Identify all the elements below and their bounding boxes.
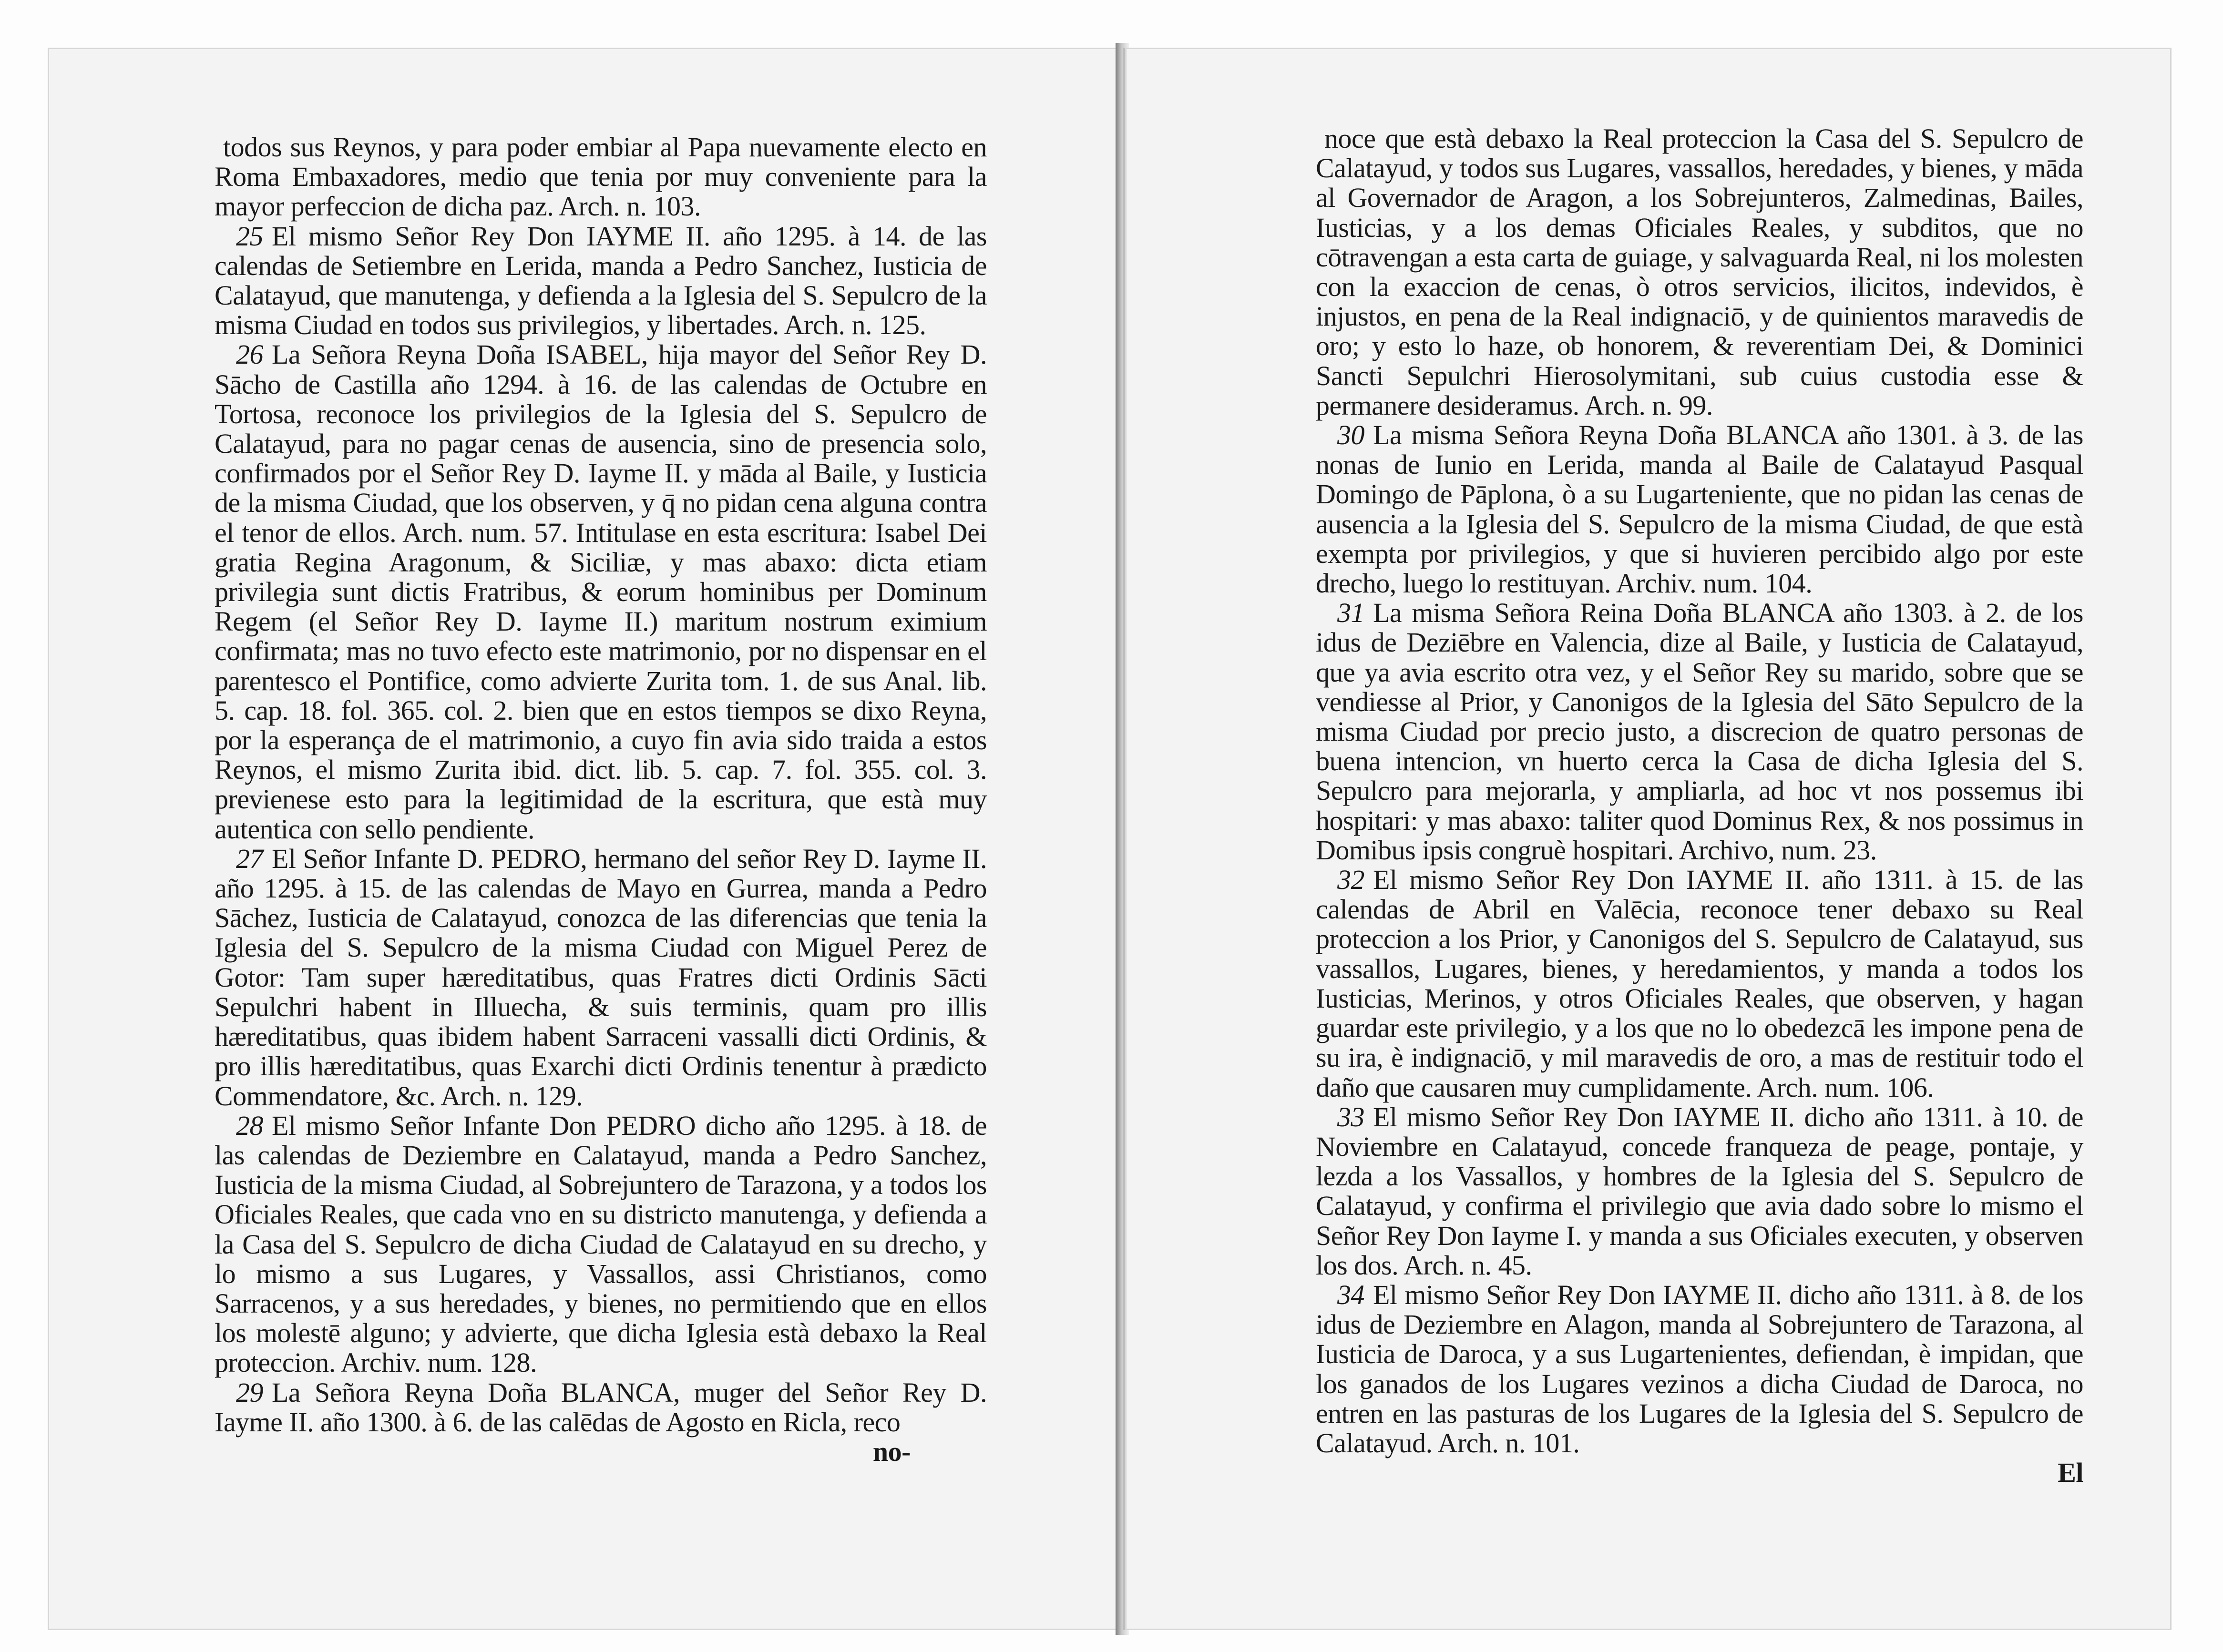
paragraph-number: 34 [1337,1279,1364,1310]
right-page-text [1316,124,2083,1488]
paragraph [215,222,987,340]
paragraph-text: La misma Señora Reyna Doña BLANCA año 1301. à 3. de las nonas de Iunio en Lerida, manda al Baile de Calatayud Pasqual Domingo de Pāplona, ò a su Lugarteniente, que no pidan las cenas de ausencia a la Iglesia del S. Sepulcro de la misma Ciudad, de que està exempta por privilegios, y que si huvieren percibido algo por este drecho, luego lo restituyan. Archiv. num. 104. [1316,419,2083,599]
right-page [1123,48,2172,1630]
left-page [48,48,1123,1630]
paragraph-number: 29 [236,1377,263,1408]
paragraph [1316,1280,2083,1458]
paragraph [1316,124,2083,420]
paragraph-text: todos sus Reynos, y para poder embiar al Papa nuevamente electo en Roma Embaxadores, medio que tenia por muy conveniente para la mayor perfeccion de dicha paz. Arch. n. 103. [215,132,987,222]
paragraph-text: La Señora Reyna Doña ISABEL, hija mayor del Señor Rey D. Sācho de Castilla año 1294. à 16. de las calendas de Octubre en Tortosa, reconoce los privilegios de la Iglesia del S. Sepulcro de Calatayud, para no pagar cenas de ausencia, sino de presencia solo, confirmados por el Señor Rey D. Iayme II. y māda al Baile, y Iusticia de la misma Ciudad, que los observen, y q̄ no pidan cena alguna contra el tenor de ellos. Arch. num. 57. Intitulase en esta escritura: Isabel Dei gratia Regina Aragonum, & Siciliæ, y mas abaxo: dicta etiam privilegia sunt dictis Fratribus, & eorum hominibus per Dominum Regem (el Señor Rey D. Iayme II.) maritum nostrum eximium confirmata; mas no tuvo efecto este matrimonio, por no dispensar en el parentesco el Pontifice, como advierte Zurita tom. 1. de sus Anal. lib. 5. cap. 18. fol. 365. col. 2. bien que en estos tiempos se dixo Reyna, por la esperança de el matrimonio, a cuyo fin avia sido traida a estos Reynos, el mismo Zurita ibid. dict. lib. 5. cap. 7. fol. 355. col. 3. previenese esto para la legitimidad de la escritura, que està muy autentica con sello pendiente. [215,339,987,845]
paragraph-text: El mismo Señor Infante Don PEDRO dicho año 1295. à 18. de las calendas de Deziembre en Calatayud, manda a Pedro Sanchez, Iusticia de la misma Ciudad, al Sobrejuntero de Tarazona, y a todos los Oficiales Reales, que cada vno en su districto manutenga, y defienda a la Casa del S. Sepulcro de dicha Ciudad de Calatayud en su drecho, y lo mismo a sus Lugares, y Vassallos, assi Christianos, como Sarracenos, y a sus heredades, y bienes, no permitiendo que en ellos los molestē alguno; y advierte, que dicha Iglesia està debaxo la Real proteccion. Archiv. num. 128. [215,1110,987,1378]
paragraph-number: 32 [1337,864,1364,896]
paragraph-text: El mismo Señor Rey Don IAYME II. año 1311. à 15. de las calendas de Abril en Valēcia, reconoce tener debaxo su Real proteccion a los Prior, y Canonigos del S. Sepulcro de Calatayud, sus vassallos, Lugares, bienes, y heredamientos, y manda a todos los Iusticias, Merinos, y otros Oficiales Reales, que observen, y hagan guardar este privilegio, y a los que no lo obedezcā les impone pena de su ira, è indignaciō, y mil maravedis de oro, a mas de restituir todo el daño que causaren muy cumplidamente. Arch. num. 106. [1316,864,2083,1103]
left-page-text [215,133,987,1467]
paragraph-number: 28 [236,1110,263,1141]
paragraph-number: 27 [236,843,263,874]
paragraph-number: 30 [1337,419,1364,451]
paragraph-text: El mismo Señor Rey Don IAYME II. dicho año 1311. à 8. de los idus de Deziembre en Alagon, manda al Sobrejuntero de Tarazona, al Iusticia de Daroca, y a sus Lugartenientes, defiendan, è impidan, que los ganados de los Lugares vezinos a dicha Ciudad de Daroca, no entren en las pasturas de los Lugares de la Iglesia del S. Sepulcro de Calatayud. Arch. n. 101. [1316,1279,2083,1458]
paragraph [215,844,987,1111]
paragraph-text: La misma Señora Reina Doña BLANCA año 1303. à 2. de los idus de Deziēbre en Valencia, dize al Baile, y Iusticia de Calatayud, que ya avia escrito otra vez, y el Señor Rey su marido, sobre que se vendiesse al Prior, y Canonigos de la Iglesia del Sāto Sepulcro de la misma Ciudad por precio justo, a discrecion de quatro personas de buena intencion, vn huerto cerca la Casa de dicha Iglesia del S. Sepulcro para mejorarla, y ampliarla, ad hoc vt nos possemus ibi hospitari: y mas abaxo: taliter quod Dominus Rex, & nos possimus in Domibus ipsis congruè hospitari. Archivo, num. 23. [1316,597,2083,866]
paragraph [215,133,987,222]
paragraph-text: El Señor Infante D. PEDRO, hermano del señor Rey D. Iayme II. año 1295. à 15. de las calendas de Mayo en Gurrea, manda a Pedro Sāchez, Iusticia de Calatayud, conozca de las diferencias que tenia la Iglesia del S. Sepulcro de la misma Ciudad con Miguel Perez de Gotor: Tam super hæreditatibus, quas Fratres dicti Ordinis Sācti Sepulchri habent in Illuecha, & suis terminis, quam pro illis hæreditatibus, quas ibidem habent Sarraceni vassalli dicti Ordinis, & pro illis hæreditatibus, quas Exarchi dicti Ordinis tenentur à prædicto Commendatore, &c. Arch. n. 129. [215,843,987,1112]
paragraph [215,1111,987,1378]
paragraph [1316,420,2083,598]
paragraph-number: 31 [1337,597,1364,629]
catchword: El [2058,1457,2083,1489]
paragraph-number: 26 [236,339,263,370]
paragraph [215,340,987,844]
paragraph [1316,865,2083,1102]
paragraph [215,1378,987,1437]
paragraph-text: El mismo Señor Rey Don IAYME II. año 1295. à 14. de las calendas de Setiembre en Lerida, manda a Pedro Sanchez, Iusticia de Calatayud, que manutenga, y defienda a la Iglesia del S. Sepulcro de la misma Ciudad en todos sus privilegios, y libertades. Arch. n. 125. [215,220,987,341]
paragraph-text: El mismo Señor Rey Don IAYME II. dicho año 1311. à 10. de Noviembre en Calatayud, concede franqueza de peage, pontaje, y lezda a los Vassallos, y hombres de la Iglesia del S. Sepulcro de Calatayud, y confirma el privilegio que avia dado sobre lo mismo el Señor Rey Don Iayme I. y manda a sus Oficiales executen, y observen los dos. Arch. n. 45. [1316,1101,2083,1281]
paragraph-text: noce que està debaxo la Real proteccion la Casa del S. Sepulcro de Calatayud, y todos sus Lugares, vassallos, heredades, y bienes, y māda al Governador de Aragon, a los Sobrejunteros, Zalmedinas, Bailes, Iusticias, y a los demas Oficiales Reales, y subditos, que no cōtravengan a esta carta de guiage, y salvaguarda Real, ni los molesten con la exaccion de cenas, ò otros servicios, ilicitos, indevidos, è injustos, en pena de la Real indignaciō, y de quinientos maravedis de oro; y esto lo haze, ob honorem, & reverentiam Dei, & Dominici Sancti Sepulchri Hierosolymitani, sub cuius custodia esse & permanere desideramus. Arch. n. 99. [1316,123,2083,421]
paragraph [1316,1102,2083,1280]
catchword: no- [872,1436,911,1467]
paragraph [1316,598,2083,865]
paragraph-number: 33 [1337,1101,1364,1132]
paragraph-text: La Señora Reyna Doña BLANCA, muger del Señor Rey D. Iayme II. año 1300. à 6. de las calēdas de Agosto en Ricla, reco [215,1377,987,1438]
paragraph-number: 25 [236,220,263,252]
